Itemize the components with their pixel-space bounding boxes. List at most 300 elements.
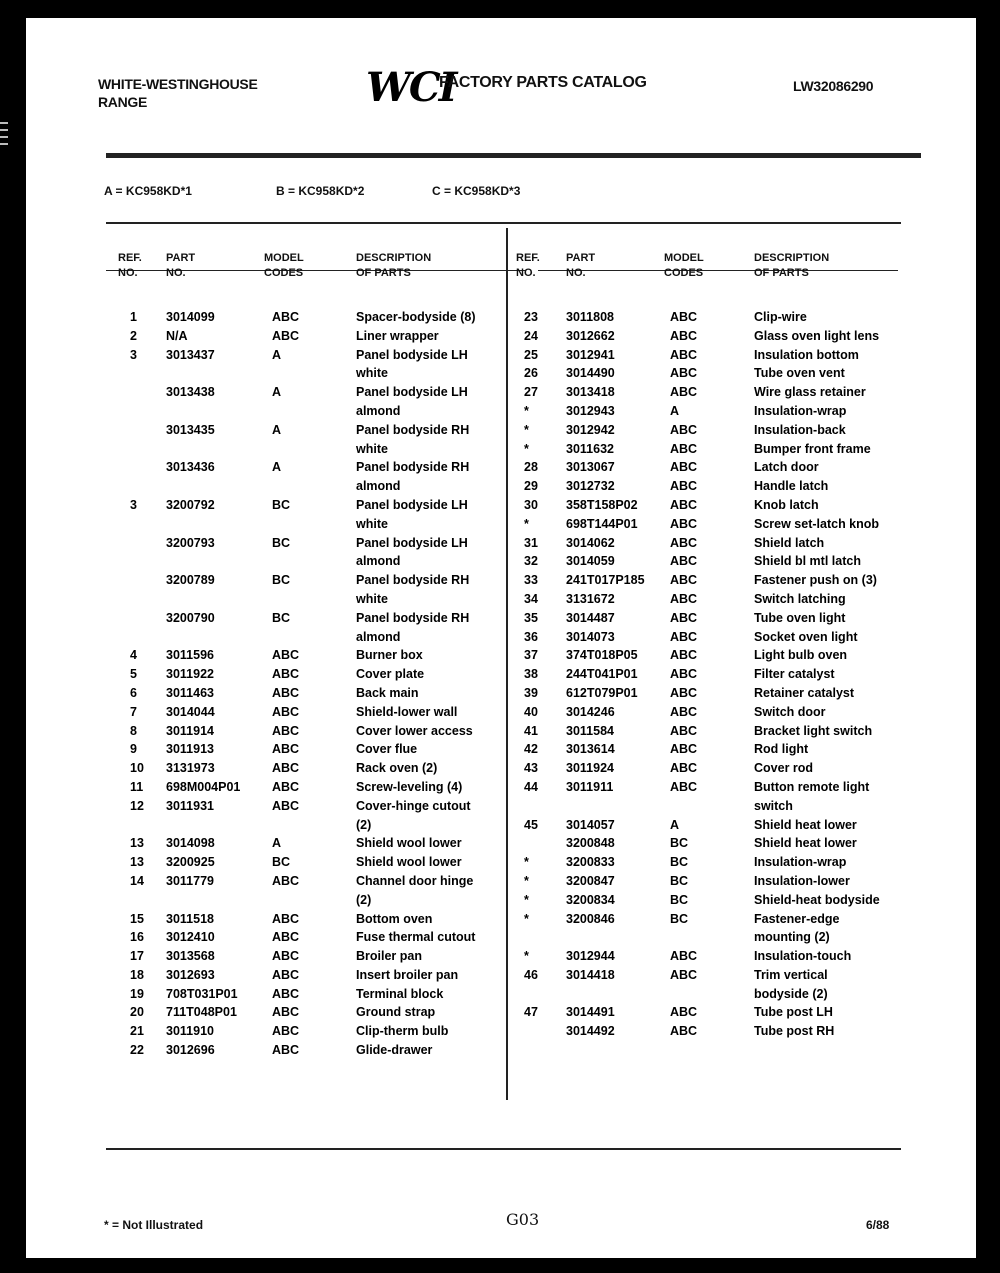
table-row — [26, 552, 976, 571]
part-number-cell: 3011632 — [566, 441, 614, 456]
ref-cell: 11 — [130, 779, 144, 794]
table-row — [26, 928, 976, 947]
model-codes-cell: ABC — [670, 1024, 698, 1039]
table-row — [26, 684, 976, 703]
description-cell: Tube oven vent — [754, 366, 845, 381]
description-cell: Fastener-edge — [754, 911, 840, 926]
ref-cell: 34 — [524, 591, 538, 606]
right-parts-table — [26, 308, 976, 1041]
description-cell: Channel door hinge — [356, 873, 474, 888]
table-row — [26, 421, 976, 440]
model-code-b: B = KC958KD*2 — [276, 184, 365, 198]
model-codes-cell: ABC — [272, 986, 300, 1001]
table-row — [26, 590, 976, 609]
model-codes-cell: ABC — [272, 704, 300, 719]
ref-cell: * — [524, 403, 529, 418]
description-cell: Tube post RH — [754, 1024, 835, 1039]
model-codes-cell: ABC — [670, 516, 698, 531]
ref-cell: 23 — [524, 310, 538, 324]
description-cell: almond — [356, 403, 401, 418]
model-codes-cell: ABC — [272, 742, 300, 757]
part-number-cell: 3011914 — [166, 723, 214, 738]
ref-cell: 22 — [130, 1043, 144, 1058]
model-codes-cell: BC — [272, 497, 291, 512]
table-row — [26, 571, 976, 590]
model-codes-cell: ABC — [670, 704, 698, 719]
ref-cell: 42 — [524, 742, 538, 757]
part-number-cell: 3011922 — [166, 667, 214, 682]
table-row — [26, 947, 976, 966]
model-codes-cell: BC — [670, 873, 689, 888]
description-cell: Trim vertical — [754, 967, 828, 982]
ref-cell: 1 — [130, 310, 137, 324]
description-cell: Cover rod — [754, 761, 814, 776]
table-row — [26, 985, 976, 1004]
part-number-cell: 3013067 — [566, 460, 615, 475]
part-number-cell: 3011910 — [166, 1024, 214, 1039]
part-number-cell: 3012732 — [566, 479, 615, 494]
description-cell: Cover-hinge cutout — [356, 798, 471, 813]
part-number-cell: 3013614 — [566, 742, 615, 757]
model-codes-cell: ABC — [670, 441, 698, 456]
description-cell: white — [356, 441, 388, 456]
model-codes-cell: ABC — [670, 723, 698, 738]
description-cell: Insulation bottom — [754, 347, 859, 362]
ref-cell: * — [524, 516, 529, 531]
model-code-c: C = KC958KD*3 — [432, 184, 521, 198]
part-number-cell: 3011779 — [166, 873, 214, 888]
table-row — [26, 703, 976, 722]
ref-cell: 35 — [524, 610, 538, 625]
table-row — [26, 1003, 976, 1022]
description-cell: Glass oven light lens — [754, 328, 880, 343]
description-cell: (2) — [356, 892, 372, 907]
catalog-number: LW32086290 — [793, 78, 874, 94]
ref-cell: 18 — [130, 967, 144, 982]
description-cell: Panel bodyside LH — [356, 385, 468, 400]
ref-cell: * — [524, 892, 529, 907]
description-cell: switch — [754, 798, 793, 813]
model-codes-cell: ABC — [272, 723, 300, 738]
description-cell: Shield-heat bodyside — [754, 892, 880, 907]
part-number-cell: 698M004P01 — [166, 779, 241, 794]
table-row — [26, 740, 976, 759]
ref-cell: 24 — [524, 328, 538, 343]
ref-cell: 27 — [524, 385, 538, 400]
description-cell: Socket oven light — [754, 629, 858, 644]
part-number-cell: 3011518 — [166, 911, 214, 926]
model-code-a: A = KC958KD*1 — [104, 184, 192, 198]
ref-cell: 31 — [524, 535, 538, 550]
description-cell: Shield-lower wall — [356, 704, 458, 719]
table-row — [26, 722, 976, 741]
table-row — [26, 383, 976, 402]
ref-cell: 47 — [524, 1005, 538, 1020]
description-cell: Retainer catalyst — [754, 685, 855, 700]
model-codes-cell: BC — [272, 535, 291, 550]
part-number-cell: 3014099 — [166, 310, 215, 324]
table-row — [26, 759, 976, 778]
part-number-cell: 3014073 — [566, 629, 615, 644]
part-number-cell: 3013435 — [166, 422, 215, 437]
description-cell: Shield heat lower — [754, 817, 857, 832]
ref-cell: * — [524, 949, 529, 964]
description-cell: white — [356, 516, 388, 531]
ref-cell: 33 — [524, 573, 538, 588]
description-cell: Panel bodyside RH — [356, 610, 470, 625]
part-number-cell: N/A — [166, 328, 188, 343]
part-number-cell: 3012410 — [166, 930, 215, 945]
description-cell: Shield wool lower — [356, 855, 462, 870]
description-cell: Fuse thermal cutout — [356, 930, 476, 945]
model-codes-cell: ABC — [670, 347, 698, 362]
table-row — [26, 308, 976, 327]
part-number-cell: 3200790 — [166, 610, 215, 625]
description-cell: Panel bodyside RH — [356, 573, 470, 588]
model-codes-cell: A — [272, 385, 282, 400]
model-codes-cell: ABC — [670, 573, 698, 588]
model-codes-cell: ABC — [670, 949, 698, 964]
ref-cell: * — [524, 441, 529, 456]
ref-cell: 46 — [524, 967, 538, 982]
ref-cell: 12 — [130, 798, 144, 813]
model-codes-cell: ABC — [670, 610, 698, 625]
description-cell: Insulation-touch — [754, 949, 852, 964]
description-cell: Cover flue — [356, 742, 418, 757]
part-number-cell: 3011911 — [566, 779, 614, 794]
part-number-cell: 3014062 — [566, 535, 615, 550]
model-codes-cell: ABC — [670, 497, 698, 512]
part-number-cell: 3200848 — [566, 836, 615, 851]
part-number-cell: 3013436 — [166, 460, 215, 475]
model-codes-cell: A — [272, 836, 282, 851]
model-codes-cell: ABC — [670, 761, 698, 776]
part-number-cell: 3200834 — [566, 892, 615, 907]
description-cell: Wire glass retainer — [754, 385, 866, 400]
ref-cell: 13 — [130, 836, 144, 851]
description-cell: Shield bl mtl latch — [754, 554, 861, 569]
description-cell: Clip-therm bulb — [356, 1024, 449, 1039]
model-codes-cell: ABC — [670, 310, 698, 324]
ref-cell: 14 — [130, 873, 144, 888]
ref-cell: * — [524, 855, 529, 870]
part-number-cell: 3012696 — [166, 1043, 215, 1058]
ref-cell: 9 — [130, 742, 137, 757]
description-cell: white — [356, 366, 388, 381]
model-codes-cell: ABC — [670, 460, 698, 475]
part-number-cell: 3013438 — [166, 385, 215, 400]
ref-cell: 26 — [524, 366, 538, 381]
part-number-cell: 3014418 — [566, 967, 615, 982]
model-codes-cell: ABC — [670, 591, 698, 606]
model-codes-cell: ABC — [670, 479, 698, 494]
description-cell: Latch door — [754, 460, 819, 475]
description-cell: Panel bodyside LH — [356, 497, 468, 512]
ref-cell: 16 — [130, 930, 144, 945]
part-number-cell: 3012941 — [566, 347, 615, 362]
part-number-cell: 3014487 — [566, 610, 615, 625]
description-cell: Clip-wire — [754, 310, 807, 324]
part-number-cell: 3013437 — [166, 347, 215, 362]
ref-cell: 40 — [524, 704, 538, 719]
table-row — [26, 402, 976, 421]
part-number-cell: 3200925 — [166, 855, 215, 870]
model-codes-cell: ABC — [272, 1005, 300, 1020]
table-row — [26, 834, 976, 853]
part-number-cell: 3013418 — [566, 385, 615, 400]
description-cell: Insulation-lower — [754, 873, 850, 888]
ref-cell: 3 — [130, 347, 137, 362]
part-number-cell: 3131973 — [166, 761, 215, 776]
model-codes-cell: ABC — [670, 366, 698, 381]
table-row — [26, 797, 976, 816]
part-number-cell: 3011931 — [166, 798, 214, 813]
model-codes-cell: ABC — [272, 761, 300, 776]
description-cell: Switch latching — [754, 591, 846, 606]
ref-cell: 29 — [524, 479, 538, 494]
table-row — [26, 440, 976, 459]
brand-line-1: WHITE-WESTINGHOUSE — [98, 76, 258, 92]
description-cell: Switch door — [754, 704, 826, 719]
ref-cell: 5 — [130, 667, 137, 682]
catalog-page — [26, 18, 976, 1258]
part-number-cell: 3014490 — [566, 366, 615, 381]
description-cell: bodyside (2) — [754, 986, 828, 1001]
model-codes-cell: ABC — [272, 310, 300, 324]
ref-cell: 2 — [130, 328, 137, 343]
model-codes-cell: A — [272, 460, 282, 475]
left-col-model: MODEL CODES — [264, 252, 304, 279]
table-top-rule — [106, 222, 901, 224]
description-cell: Panel bodyside RH — [356, 422, 470, 437]
description-cell: Cover plate — [356, 667, 425, 682]
table-row — [26, 966, 976, 985]
model-codes-cell: ABC — [272, 873, 300, 888]
description-cell: Cover lower access — [356, 723, 473, 738]
table-row — [26, 477, 976, 496]
model-codes-cell: ABC — [272, 1024, 300, 1039]
ref-cell: * — [524, 911, 529, 926]
ref-cell: 19 — [130, 986, 144, 1001]
description-cell: Back main — [356, 685, 419, 700]
table-row — [26, 534, 976, 553]
binder-marks — [0, 122, 8, 152]
table-row — [26, 665, 976, 684]
model-codes-cell: ABC — [670, 779, 698, 794]
description-cell: Bumper front frame — [754, 441, 871, 456]
not-illustrated-note: * = Not Illustrated — [104, 1218, 204, 1232]
part-number-cell: 3011463 — [166, 685, 214, 700]
part-number-cell: 3014492 — [566, 1024, 615, 1039]
ref-cell: 39 — [524, 685, 538, 700]
ref-cell: 43 — [524, 761, 538, 776]
model-codes-cell: ABC — [272, 667, 300, 682]
table-row — [26, 458, 976, 477]
table-row — [26, 364, 976, 383]
table-row — [26, 628, 976, 647]
right-col-ref: REF. NO. — [516, 252, 540, 279]
footer-rule — [106, 1148, 901, 1150]
model-codes-cell: ABC — [272, 911, 300, 926]
model-codes-cell: ABC — [272, 798, 300, 813]
model-codes-cell: ABC — [272, 967, 300, 982]
model-codes-cell: ABC — [272, 1043, 300, 1058]
model-codes-cell: ABC — [272, 930, 300, 945]
table-row — [26, 853, 976, 872]
model-codes-cell: BC — [272, 855, 291, 870]
ref-cell: 8 — [130, 723, 137, 738]
part-number-cell: 3012693 — [166, 967, 215, 982]
description-cell: almond — [356, 479, 401, 494]
part-number-cell: 3200793 — [166, 535, 215, 550]
description-cell: almond — [356, 629, 401, 644]
model-codes-cell: A — [272, 347, 282, 362]
model-codes-cell: ABC — [670, 385, 698, 400]
part-number-cell: 3012662 — [566, 328, 615, 343]
model-codes-cell: ABC — [670, 667, 698, 682]
description-cell: Liner wrapper — [356, 328, 439, 343]
model-codes-cell: ABC — [272, 779, 300, 794]
part-number-cell: 711T048P01 — [166, 1005, 237, 1020]
model-codes-cell: A — [670, 403, 680, 418]
table-row — [26, 872, 976, 891]
part-number-cell: 358T158P02 — [566, 497, 638, 512]
description-cell: Filter catalyst — [754, 667, 835, 682]
description-cell: (2) — [356, 817, 372, 832]
revision-date: 6/88 — [866, 1218, 890, 1232]
description-cell: Burner box — [356, 648, 423, 663]
ref-cell: 17 — [130, 949, 144, 964]
ref-cell: 3 — [130, 497, 137, 512]
description-cell: Glide-drawer — [356, 1043, 433, 1058]
model-codes-cell: BC — [670, 836, 689, 851]
model-codes-cell: ABC — [272, 328, 300, 343]
left-col-part: PART NO. — [166, 252, 196, 279]
description-cell: Tube oven light — [754, 610, 846, 625]
model-codes-cell: ABC — [670, 1005, 698, 1020]
table-row — [26, 609, 976, 628]
description-cell: Shield latch — [754, 535, 825, 550]
table-row — [26, 496, 976, 515]
ref-cell: 4 — [130, 648, 137, 663]
description-cell: almond — [356, 554, 401, 569]
model-codes-cell: A — [272, 422, 282, 437]
description-cell: Handle latch — [754, 479, 829, 494]
part-number-cell: 3014491 — [566, 1005, 615, 1020]
catalog-title: FACTORY PARTS CATALOG — [439, 74, 647, 91]
header-rule — [106, 153, 921, 158]
description-cell: Rack oven (2) — [356, 761, 438, 776]
part-number-cell: 3200792 — [166, 497, 215, 512]
brand-line-2: RANGE — [98, 94, 148, 110]
part-number-cell: 374T018P05 — [566, 648, 638, 663]
part-number-cell: 3200833 — [566, 855, 615, 870]
description-cell: Panel bodyside RH — [356, 460, 470, 475]
ref-cell: 30 — [524, 497, 538, 512]
part-number-cell: 3131672 — [566, 591, 615, 606]
ref-cell: 20 — [130, 1005, 144, 1020]
ref-cell: 41 — [524, 723, 538, 738]
model-codes-cell: A — [670, 817, 680, 832]
part-number-cell: 3200789 — [166, 573, 215, 588]
description-cell: Terminal block — [356, 986, 444, 1001]
model-codes-cell: ABC — [670, 328, 698, 343]
table-row — [26, 891, 976, 910]
table-row — [26, 327, 976, 346]
ref-cell: 44 — [524, 779, 538, 794]
wci-logo: WCI — [366, 64, 456, 111]
left-col-desc: DESCRIPTION OF PARTS — [356, 252, 432, 279]
description-cell: Spacer-bodyside (8) — [356, 310, 476, 324]
right-col-part: PART NO. — [566, 252, 596, 279]
description-cell: Shield heat lower — [754, 836, 857, 851]
table-row — [26, 515, 976, 534]
model-codes-cell: ABC — [272, 648, 300, 663]
model-codes-cell: ABC — [272, 685, 300, 700]
part-number-cell: 3013568 — [166, 949, 215, 964]
part-number-cell: 3014098 — [166, 836, 215, 851]
part-number-cell: 3012942 — [566, 422, 615, 437]
description-cell: mounting (2) — [754, 930, 830, 945]
part-number-cell: 3014246 — [566, 704, 615, 719]
description-cell: Insert broiler pan — [356, 967, 459, 982]
ref-cell: 32 — [524, 554, 538, 569]
model-codes-cell: ABC — [670, 554, 698, 569]
model-codes-cell: BC — [670, 892, 689, 907]
part-number-cell: 612T079P01 — [566, 685, 638, 700]
table-row — [26, 1041, 506, 1060]
part-number-cell: 3011913 — [166, 742, 214, 757]
model-codes-cell: ABC — [272, 949, 300, 964]
model-codes-cell: ABC — [670, 422, 698, 437]
table-row — [26, 346, 976, 365]
ref-cell: * — [524, 873, 529, 888]
table-row — [26, 646, 976, 665]
description-cell: Screw set-latch knob — [754, 516, 880, 531]
part-number-cell: 241T017P185 — [566, 573, 645, 588]
ref-cell: * — [524, 422, 529, 437]
ref-cell: 36 — [524, 629, 538, 644]
page-code: G03 — [506, 1210, 540, 1229]
model-codes-cell: ABC — [670, 967, 698, 982]
description-cell: Insulation-wrap — [754, 855, 847, 870]
part-number-cell: 3200847 — [566, 873, 615, 888]
part-number-cell: 3011584 — [566, 723, 614, 738]
ref-cell: 6 — [130, 685, 137, 700]
part-number-cell: 3011596 — [166, 648, 214, 663]
ref-cell: 25 — [524, 347, 538, 362]
description-cell: Shield wool lower — [356, 836, 462, 851]
table-row — [26, 816, 976, 835]
description-cell: Bracket light switch — [754, 723, 873, 738]
description-cell: Button remote light — [754, 779, 870, 794]
model-codes-cell: BC — [670, 855, 689, 870]
description-cell: Fastener push on (3) — [754, 573, 877, 588]
part-number-cell: 3012944 — [566, 949, 615, 964]
part-number-cell: 3012943 — [566, 403, 615, 418]
ref-cell: 21 — [130, 1024, 144, 1039]
description-cell: Bottom oven — [356, 911, 433, 926]
description-cell: Insulation-wrap — [754, 403, 847, 418]
ref-cell: 28 — [524, 460, 538, 475]
description-cell: Screw-leveling (4) — [356, 779, 463, 794]
model-codes-cell: BC — [670, 911, 689, 926]
ref-cell: 15 — [130, 911, 144, 926]
model-codes-cell: BC — [272, 610, 291, 625]
description-cell: white — [356, 591, 388, 606]
ref-cell: 10 — [130, 761, 144, 776]
part-number-cell: 3011808 — [566, 310, 614, 324]
